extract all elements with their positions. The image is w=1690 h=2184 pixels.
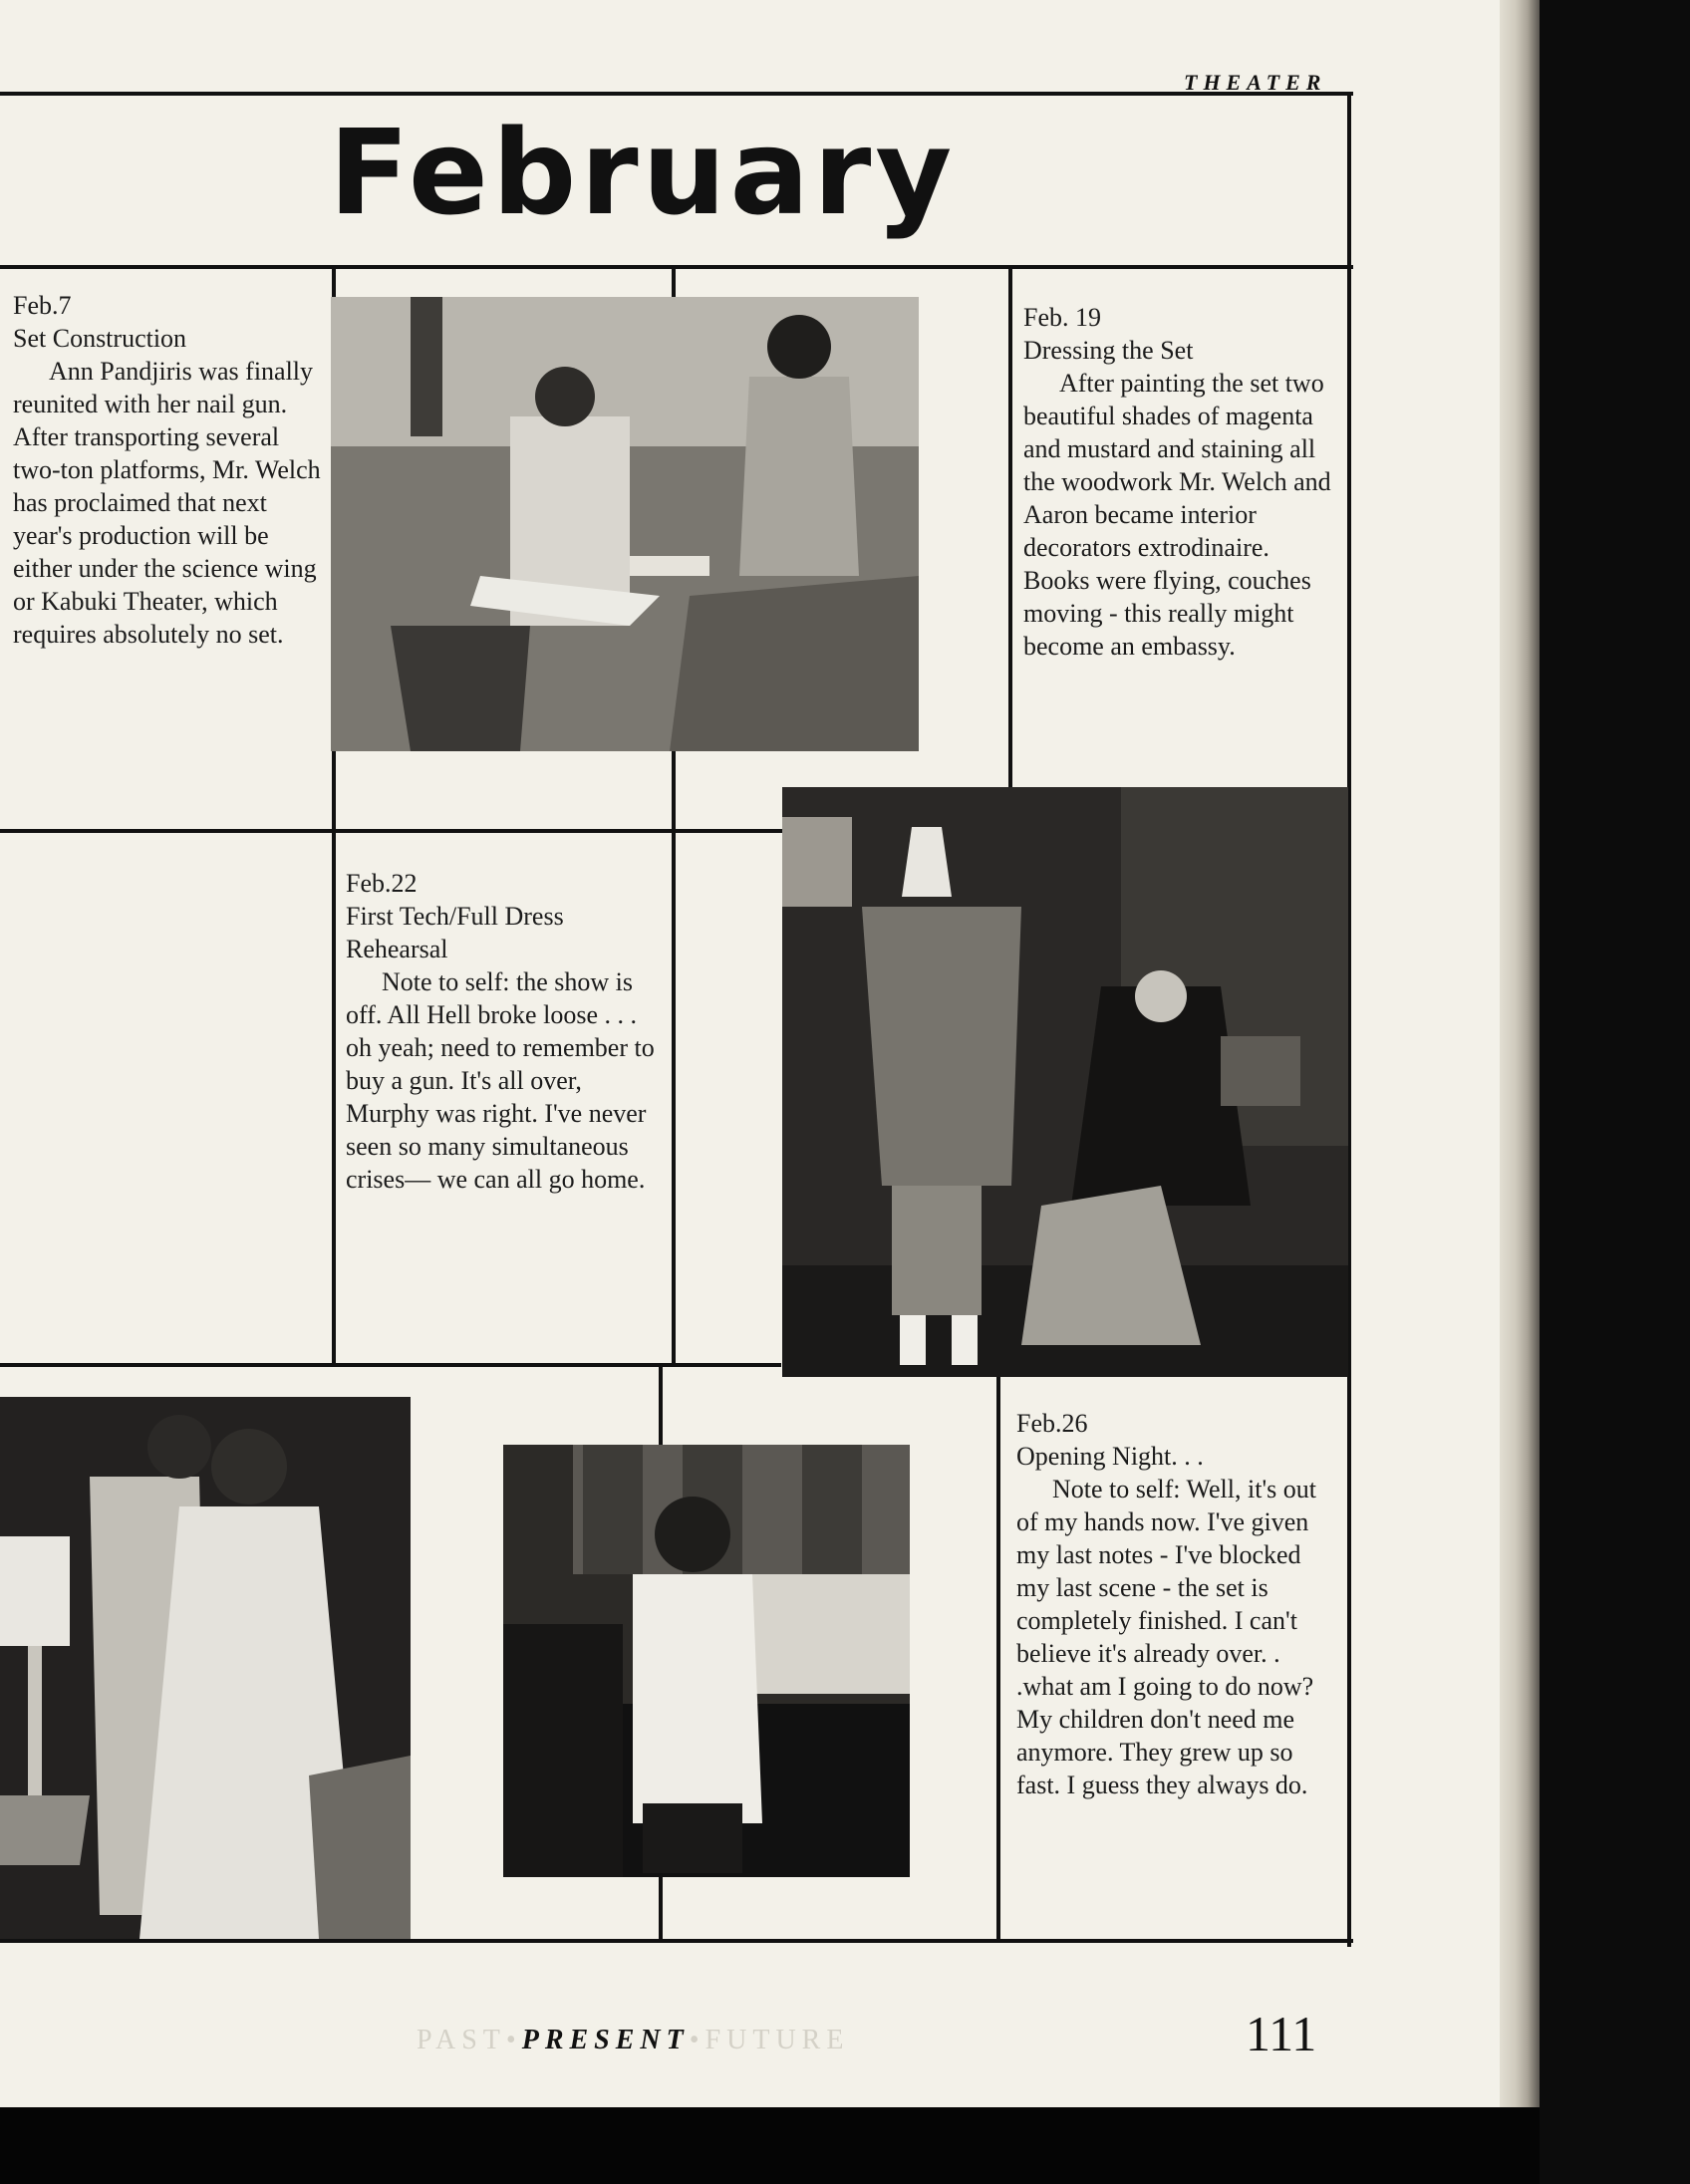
entry-body: After painting the set two beautiful shades of magenta and mustard and staining all the woodwork Mr. Welch and Aaron became interior decorators extrodinaire. Books were flying, couches moving - this really might become an embassy.	[1023, 369, 1331, 661]
page-title: February	[329, 104, 957, 241]
entry-heading: Set Construction	[13, 324, 187, 353]
row1-bottom-line	[0, 829, 785, 833]
entry-date: Feb.26	[1016, 1409, 1088, 1438]
page-binding-shadow	[1500, 0, 1540, 2107]
row2-bottom-line	[0, 1363, 781, 1367]
col3-line-lower	[996, 1377, 1000, 1943]
entry-date: Feb.7	[13, 291, 72, 320]
entry-heading: Opening Night. . .	[1016, 1442, 1204, 1471]
entry-heading: First Tech/Full Dress Rehearsal	[346, 902, 564, 963]
entry-heading: Dressing the Set	[1023, 336, 1194, 365]
footer-separator: •	[505, 2025, 522, 2055]
entry-feb-19	[1023, 301, 1337, 663]
entry-feb-26	[1016, 1407, 1337, 1801]
book-edge	[1540, 0, 1690, 2184]
photo-costume-rehearsal	[782, 787, 1348, 1377]
photo-rehearsal-stage	[503, 1445, 910, 1877]
entry-feb-22	[346, 867, 663, 1196]
bottom-shadow	[0, 2107, 1540, 2184]
title-bottom-line	[0, 265, 1353, 269]
footer-present: PRESENT	[521, 2025, 690, 2055]
footer-motto	[417, 2025, 849, 2056]
entry-date: Feb.22	[346, 869, 418, 898]
footer-past: PAST	[417, 2025, 506, 2055]
entry-body: Note to self: Well, it's out of my hands now. I've given my last notes - I've blocked my last scene - the set is completely finished. I can't believe it's already over. . .what am I going to do now? My children don't need me anymore. They grew up so fast. I guess they always do.	[1016, 1475, 1316, 1799]
photo-stage-couple	[0, 1397, 411, 1939]
page-number: 111	[1246, 2006, 1317, 2061]
footer-separator: •	[689, 2025, 705, 2055]
section-label: THEATER	[1184, 70, 1327, 95]
photo-set-construction	[331, 297, 919, 751]
entry-date: Feb. 19	[1023, 303, 1101, 332]
frame-bottom-line	[0, 1939, 1353, 1943]
entry-body: Ann Pandjiris was finally reunited with her nail gun. After transporting several two-ton platforms, Mr. Welch has proclaimed that next year's production will be either under the science wing or Kabuki Theater, which requires absolutely no set.	[13, 357, 321, 649]
entry-body: Note to self: the show is off. All Hell broke loose . . . oh yeah; need to remember to buy a gun. It's all over, Murphy was right. I've never seen so many simultaneous crises— we can all go home.	[346, 967, 655, 1194]
col3-line-upper	[1008, 265, 1012, 789]
entry-feb-7	[13, 289, 324, 651]
footer-future: FUTURE	[704, 2025, 850, 2055]
frame-top-line	[0, 92, 1353, 96]
